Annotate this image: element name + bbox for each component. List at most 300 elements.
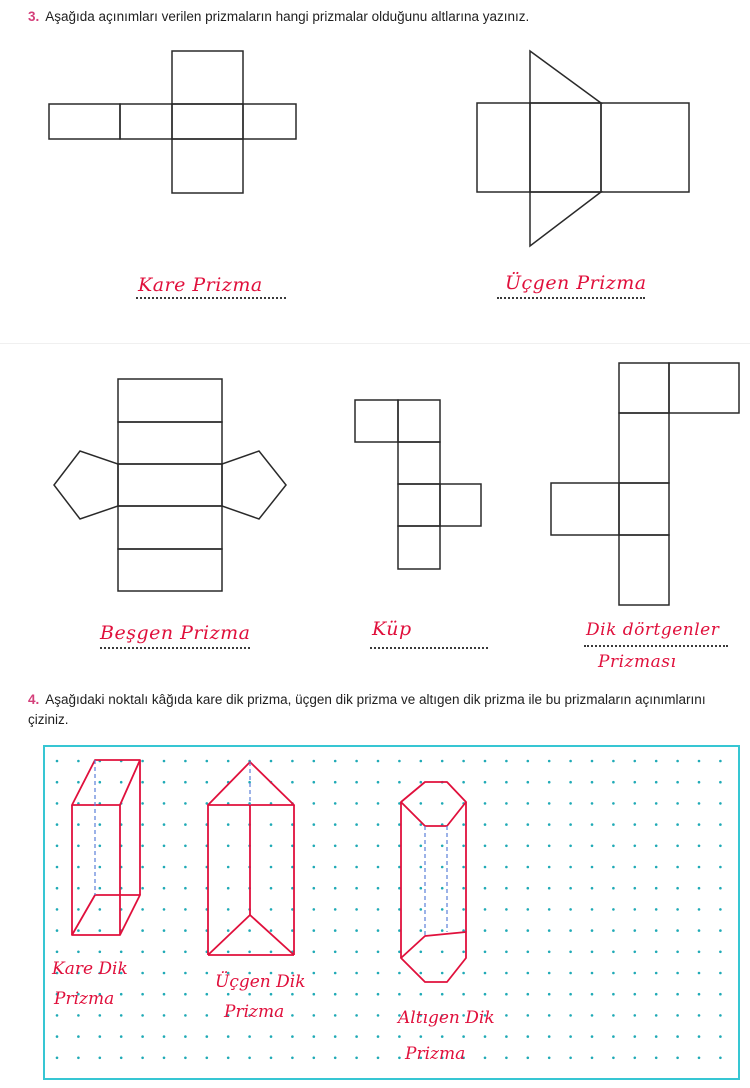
grid-dot xyxy=(77,760,80,763)
grid-dot xyxy=(612,866,615,869)
grid-dot xyxy=(441,929,444,932)
grid-dot xyxy=(719,781,722,784)
grid-dot xyxy=(120,1057,123,1060)
grid-dot xyxy=(569,802,572,805)
grid-dot xyxy=(484,993,487,996)
grid-dot xyxy=(484,802,487,805)
grid-dot xyxy=(291,1057,294,1060)
grid-dot xyxy=(634,1014,637,1017)
grid-dot xyxy=(569,887,572,890)
grid-dot xyxy=(206,781,209,784)
grid-dot xyxy=(377,1035,380,1038)
grid-dot xyxy=(569,1035,572,1038)
grid-dot xyxy=(291,781,294,784)
grid-dot xyxy=(527,908,530,911)
grid-dot xyxy=(527,1014,530,1017)
grid-dot xyxy=(634,802,637,805)
grid-dot xyxy=(99,908,102,911)
grid-dot xyxy=(420,887,423,890)
grid-dot xyxy=(141,951,144,954)
grid-dot xyxy=(184,823,187,826)
grid-dot xyxy=(377,802,380,805)
grid-dot xyxy=(719,951,722,954)
grid-dot xyxy=(270,1057,273,1060)
grid-dot xyxy=(270,951,273,954)
grid-dot xyxy=(313,823,316,826)
grid-dot xyxy=(655,929,658,932)
grid-dot xyxy=(698,887,701,890)
answer-3: Beşgen Prizma xyxy=(100,622,251,644)
grid-dot xyxy=(484,1057,487,1060)
grid-dot xyxy=(527,866,530,869)
grid-dot xyxy=(484,781,487,784)
grid-dot xyxy=(634,760,637,763)
grid-dot xyxy=(163,760,166,763)
grid-dot xyxy=(313,1014,316,1017)
grid-dot xyxy=(56,823,59,826)
grid-dot xyxy=(527,993,530,996)
grid-dot xyxy=(377,1057,380,1060)
grid-dot xyxy=(398,972,401,975)
grid-dot xyxy=(569,1057,572,1060)
grid-dot xyxy=(612,781,615,784)
grid-dot xyxy=(227,1057,230,1060)
label-hexagonal-prism-line-1: Altıgen Dik xyxy=(398,1008,495,1028)
grid-dot xyxy=(676,845,679,848)
grid-dot xyxy=(634,929,637,932)
grid-dot xyxy=(484,845,487,848)
label-hexagonal-prism-line-2: Prizma xyxy=(405,1044,466,1064)
grid-dot xyxy=(355,1057,358,1060)
grid-dot xyxy=(248,1057,251,1060)
grid-dot xyxy=(719,760,722,763)
grid-dot xyxy=(462,823,465,826)
grid-dot xyxy=(377,951,380,954)
grid-dot xyxy=(99,845,102,848)
grid-dot xyxy=(612,972,615,975)
grid-dot xyxy=(377,866,380,869)
grid-dot xyxy=(355,1014,358,1017)
label-square-prism-line-1: Kare Dik xyxy=(52,959,128,979)
grid-dot xyxy=(484,866,487,869)
grid-dot xyxy=(334,1014,337,1017)
grid-dot xyxy=(612,951,615,954)
grid-dot xyxy=(505,845,508,848)
grid-dot xyxy=(420,802,423,805)
grid-dot xyxy=(462,951,465,954)
grid-dot xyxy=(270,1035,273,1038)
grid-dot xyxy=(355,887,358,890)
grid-dot xyxy=(591,993,594,996)
grid-dot xyxy=(99,1035,102,1038)
grid-dot xyxy=(676,1057,679,1060)
grid-dot xyxy=(334,993,337,996)
grid-dot xyxy=(505,993,508,996)
grid-dot xyxy=(291,760,294,763)
grid-dot xyxy=(184,802,187,805)
grid-dot xyxy=(591,1057,594,1060)
grid-dot xyxy=(313,802,316,805)
grid-dot xyxy=(655,951,658,954)
grid-dot xyxy=(548,1035,551,1038)
grid-dot xyxy=(591,908,594,911)
grid-dot xyxy=(77,908,80,911)
grid-dot xyxy=(548,845,551,848)
grid-dot xyxy=(99,781,102,784)
grid-dot xyxy=(77,1035,80,1038)
grid-dot xyxy=(591,760,594,763)
grid-dot xyxy=(313,908,316,911)
grid-dot xyxy=(377,760,380,763)
grid-dot xyxy=(206,1057,209,1060)
grid-dot xyxy=(698,760,701,763)
grid-dot xyxy=(527,951,530,954)
grid-dot xyxy=(569,760,572,763)
grid-dot xyxy=(56,1035,59,1038)
grid-dot xyxy=(527,887,530,890)
grid-dot xyxy=(527,760,530,763)
grid-dot xyxy=(99,866,102,869)
grid-dot xyxy=(398,760,401,763)
grid-dot xyxy=(313,993,316,996)
grid-dot xyxy=(313,1035,316,1038)
grid-dot xyxy=(548,802,551,805)
grid-dot xyxy=(77,929,80,932)
grid-dot xyxy=(99,887,102,890)
grid-dot xyxy=(505,972,508,975)
drawing-hexagonal-prism xyxy=(401,782,466,982)
grid-dot xyxy=(377,1014,380,1017)
grid-dot xyxy=(77,1014,80,1017)
grid-dot xyxy=(462,760,465,763)
grid-dot xyxy=(77,951,80,954)
grid-dot xyxy=(719,908,722,911)
grid-dot xyxy=(719,823,722,826)
grid-dot xyxy=(120,1035,123,1038)
grid-dot xyxy=(527,802,530,805)
grid-dot xyxy=(655,866,658,869)
grid-dot xyxy=(676,760,679,763)
grid-dot xyxy=(462,781,465,784)
grid-dot xyxy=(334,887,337,890)
grid-dot xyxy=(99,823,102,826)
grid-dot xyxy=(441,1035,444,1038)
grid-dot xyxy=(141,1057,144,1060)
grid-dot xyxy=(505,1014,508,1017)
grid-dot xyxy=(334,781,337,784)
grid-dot xyxy=(355,972,358,975)
grid-dot xyxy=(77,1057,80,1060)
grid-dot xyxy=(634,951,637,954)
grid-dot xyxy=(719,972,722,975)
grid-dot xyxy=(163,993,166,996)
grid-dot xyxy=(634,845,637,848)
grid-dot xyxy=(313,1057,316,1060)
grid-dot xyxy=(184,781,187,784)
grid-dot xyxy=(377,993,380,996)
grid-dot xyxy=(676,802,679,805)
grid-dot xyxy=(163,781,166,784)
grid-dot xyxy=(591,845,594,848)
grid-dot xyxy=(634,866,637,869)
grid-dot xyxy=(719,802,722,805)
grid-dot xyxy=(612,887,615,890)
grid-dot xyxy=(227,887,230,890)
grid-dot xyxy=(612,760,615,763)
grid-dot xyxy=(420,951,423,954)
grid-dot xyxy=(141,1035,144,1038)
grid-dot xyxy=(484,972,487,975)
grid-dot xyxy=(612,929,615,932)
grid-dot xyxy=(676,781,679,784)
grid-dot xyxy=(462,887,465,890)
grid-dot xyxy=(355,951,358,954)
grid-dot xyxy=(248,929,251,932)
grid-dot xyxy=(612,823,615,826)
grid-dot xyxy=(505,951,508,954)
grid-dot xyxy=(99,929,102,932)
grid-dot xyxy=(206,972,209,975)
grid-dot xyxy=(634,972,637,975)
grid-dot xyxy=(505,760,508,763)
grid-dot xyxy=(56,845,59,848)
drawing-square-prism xyxy=(72,760,140,935)
grid-dot xyxy=(313,760,316,763)
grid-dot xyxy=(569,1014,572,1017)
grid-dot xyxy=(56,1014,59,1017)
answer-5-line-1: Dik dörtgenler xyxy=(586,620,720,640)
grid-dot xyxy=(227,866,230,869)
grid-dot xyxy=(355,845,358,848)
grid-dot xyxy=(548,929,551,932)
grid-dot xyxy=(99,1057,102,1060)
grid-dot xyxy=(719,1014,722,1017)
grid-dot xyxy=(505,1057,508,1060)
grid-dot xyxy=(398,781,401,784)
grid-dot xyxy=(569,908,572,911)
grid-dot xyxy=(462,1035,465,1038)
grid-dot xyxy=(334,802,337,805)
grid-dot xyxy=(120,1014,123,1017)
grid-dot xyxy=(355,993,358,996)
grid-dot xyxy=(676,951,679,954)
grid-dot xyxy=(527,1035,530,1038)
grid-dot xyxy=(612,1035,615,1038)
grid-dot xyxy=(334,1057,337,1060)
grid-dot xyxy=(462,908,465,911)
grid-dot xyxy=(56,781,59,784)
grid-dot xyxy=(334,951,337,954)
grid-dot xyxy=(441,802,444,805)
grid-dot xyxy=(569,781,572,784)
grid-dot xyxy=(206,993,209,996)
grid-dot xyxy=(548,972,551,975)
grid-dot xyxy=(141,866,144,869)
grid-dot xyxy=(77,866,80,869)
grid-dot xyxy=(291,1035,294,1038)
grid-dot xyxy=(612,845,615,848)
grid-dot xyxy=(270,823,273,826)
grid-dot xyxy=(591,866,594,869)
grid-dot xyxy=(527,823,530,826)
grid-dot xyxy=(719,993,722,996)
grid-dot xyxy=(184,1035,187,1038)
grid-dot xyxy=(484,823,487,826)
grid-dot xyxy=(441,887,444,890)
grid-dot xyxy=(141,760,144,763)
grid-dot xyxy=(334,1035,337,1038)
grid-dot xyxy=(334,929,337,932)
grid-dot xyxy=(248,1035,251,1038)
grid-dot xyxy=(355,929,358,932)
grid-dot xyxy=(698,866,701,869)
grid-dot xyxy=(377,972,380,975)
grid-dot xyxy=(141,972,144,975)
grid-dot xyxy=(698,929,701,932)
grid-dot xyxy=(56,1057,59,1060)
grid-dot xyxy=(655,823,658,826)
grid-dot xyxy=(462,866,465,869)
grid-dot xyxy=(719,929,722,932)
grid-dot xyxy=(569,823,572,826)
grid-dot xyxy=(548,1014,551,1017)
grid-dot xyxy=(505,887,508,890)
grid-dot xyxy=(355,823,358,826)
grid-dot xyxy=(591,1035,594,1038)
grid-dot xyxy=(484,951,487,954)
grid-dot xyxy=(655,781,658,784)
grid-dot xyxy=(441,972,444,975)
grid-dot xyxy=(655,1014,658,1017)
label-triangular-prism-line-2: Prizma xyxy=(224,1002,285,1022)
grid-dot xyxy=(698,1057,701,1060)
grid-dot xyxy=(634,887,637,890)
grid-dot xyxy=(184,993,187,996)
grid-dot xyxy=(184,760,187,763)
grid-dot xyxy=(184,1057,187,1060)
grid-dot xyxy=(484,887,487,890)
grid-dot xyxy=(676,908,679,911)
grid-dot xyxy=(634,781,637,784)
grid-dot xyxy=(227,845,230,848)
grid-dot xyxy=(676,823,679,826)
grid-dot xyxy=(313,951,316,954)
grid-dot xyxy=(505,802,508,805)
grid-dot xyxy=(227,929,230,932)
grid-dot xyxy=(569,972,572,975)
grid-dot xyxy=(270,908,273,911)
grid-dot xyxy=(77,845,80,848)
grid-dot xyxy=(334,845,337,848)
grid-dot xyxy=(484,908,487,911)
grid-dot xyxy=(698,823,701,826)
grid-dot xyxy=(334,972,337,975)
grid-dot xyxy=(719,1035,722,1038)
grid-dot xyxy=(591,951,594,954)
grid-dot xyxy=(227,760,230,763)
grid-dot xyxy=(548,866,551,869)
grid-dot xyxy=(655,845,658,848)
grid-dot xyxy=(398,993,401,996)
grid-dot xyxy=(527,929,530,932)
grid-dot xyxy=(184,908,187,911)
grid-dot xyxy=(655,972,658,975)
grid-dot xyxy=(334,823,337,826)
grid-dot xyxy=(184,866,187,869)
grid-dot xyxy=(548,1057,551,1060)
grid-dot xyxy=(676,1035,679,1038)
grid-dot xyxy=(141,887,144,890)
grid-dot xyxy=(270,760,273,763)
grid-dot xyxy=(56,908,59,911)
grid-dot xyxy=(634,1057,637,1060)
grid-dot xyxy=(377,929,380,932)
grid-dot xyxy=(484,1035,487,1038)
grid-dot xyxy=(56,951,59,954)
grid-dot xyxy=(355,802,358,805)
grid-dot xyxy=(355,1035,358,1038)
grid-dot xyxy=(484,760,487,763)
answer-1: Kare Prizma xyxy=(138,274,263,296)
grid-dot xyxy=(676,887,679,890)
question-3-number: 3. xyxy=(28,9,40,24)
grid-dot xyxy=(420,845,423,848)
label-triangular-prism-line-1: Üçgen Dik xyxy=(215,972,306,992)
grid-dot xyxy=(227,951,230,954)
grid-dot xyxy=(141,993,144,996)
grid-dot xyxy=(612,993,615,996)
grid-dot xyxy=(270,845,273,848)
grid-dot xyxy=(655,1035,658,1038)
grid-dot xyxy=(698,1035,701,1038)
grid-dot xyxy=(548,993,551,996)
grid-dot xyxy=(634,1035,637,1038)
question-3-text: Aşağıda açınımları verilen prizmaların hangi prizmalar olduğunu altlarına yazınız. xyxy=(45,9,530,24)
grid-dot xyxy=(141,908,144,911)
grid-dot xyxy=(655,908,658,911)
grid-dot xyxy=(163,802,166,805)
grid-dot xyxy=(591,781,594,784)
grid-dot xyxy=(698,1014,701,1017)
grid-dot xyxy=(527,972,530,975)
grid-dot xyxy=(334,908,337,911)
grid-dot xyxy=(591,823,594,826)
grid-dot xyxy=(77,781,80,784)
grid-dot xyxy=(163,887,166,890)
grid-dot xyxy=(141,1014,144,1017)
grid-dot xyxy=(420,972,423,975)
grid-dot xyxy=(377,845,380,848)
grid-dot xyxy=(655,887,658,890)
grid-dot xyxy=(634,993,637,996)
grid-dot xyxy=(569,993,572,996)
grid-dot xyxy=(120,993,123,996)
grid-dot xyxy=(420,993,423,996)
grid-dot xyxy=(313,866,316,869)
grid-dot xyxy=(612,908,615,911)
grid-dot xyxy=(355,781,358,784)
grid-dot xyxy=(462,972,465,975)
grid-dot xyxy=(420,1035,423,1038)
grid-dot xyxy=(719,845,722,848)
grid-dot xyxy=(56,760,59,763)
grid-dot xyxy=(206,1014,209,1017)
grid-dot xyxy=(505,823,508,826)
grid-dot xyxy=(698,951,701,954)
grid-dot xyxy=(676,972,679,975)
grid-dot xyxy=(441,866,444,869)
grid-dot xyxy=(334,866,337,869)
